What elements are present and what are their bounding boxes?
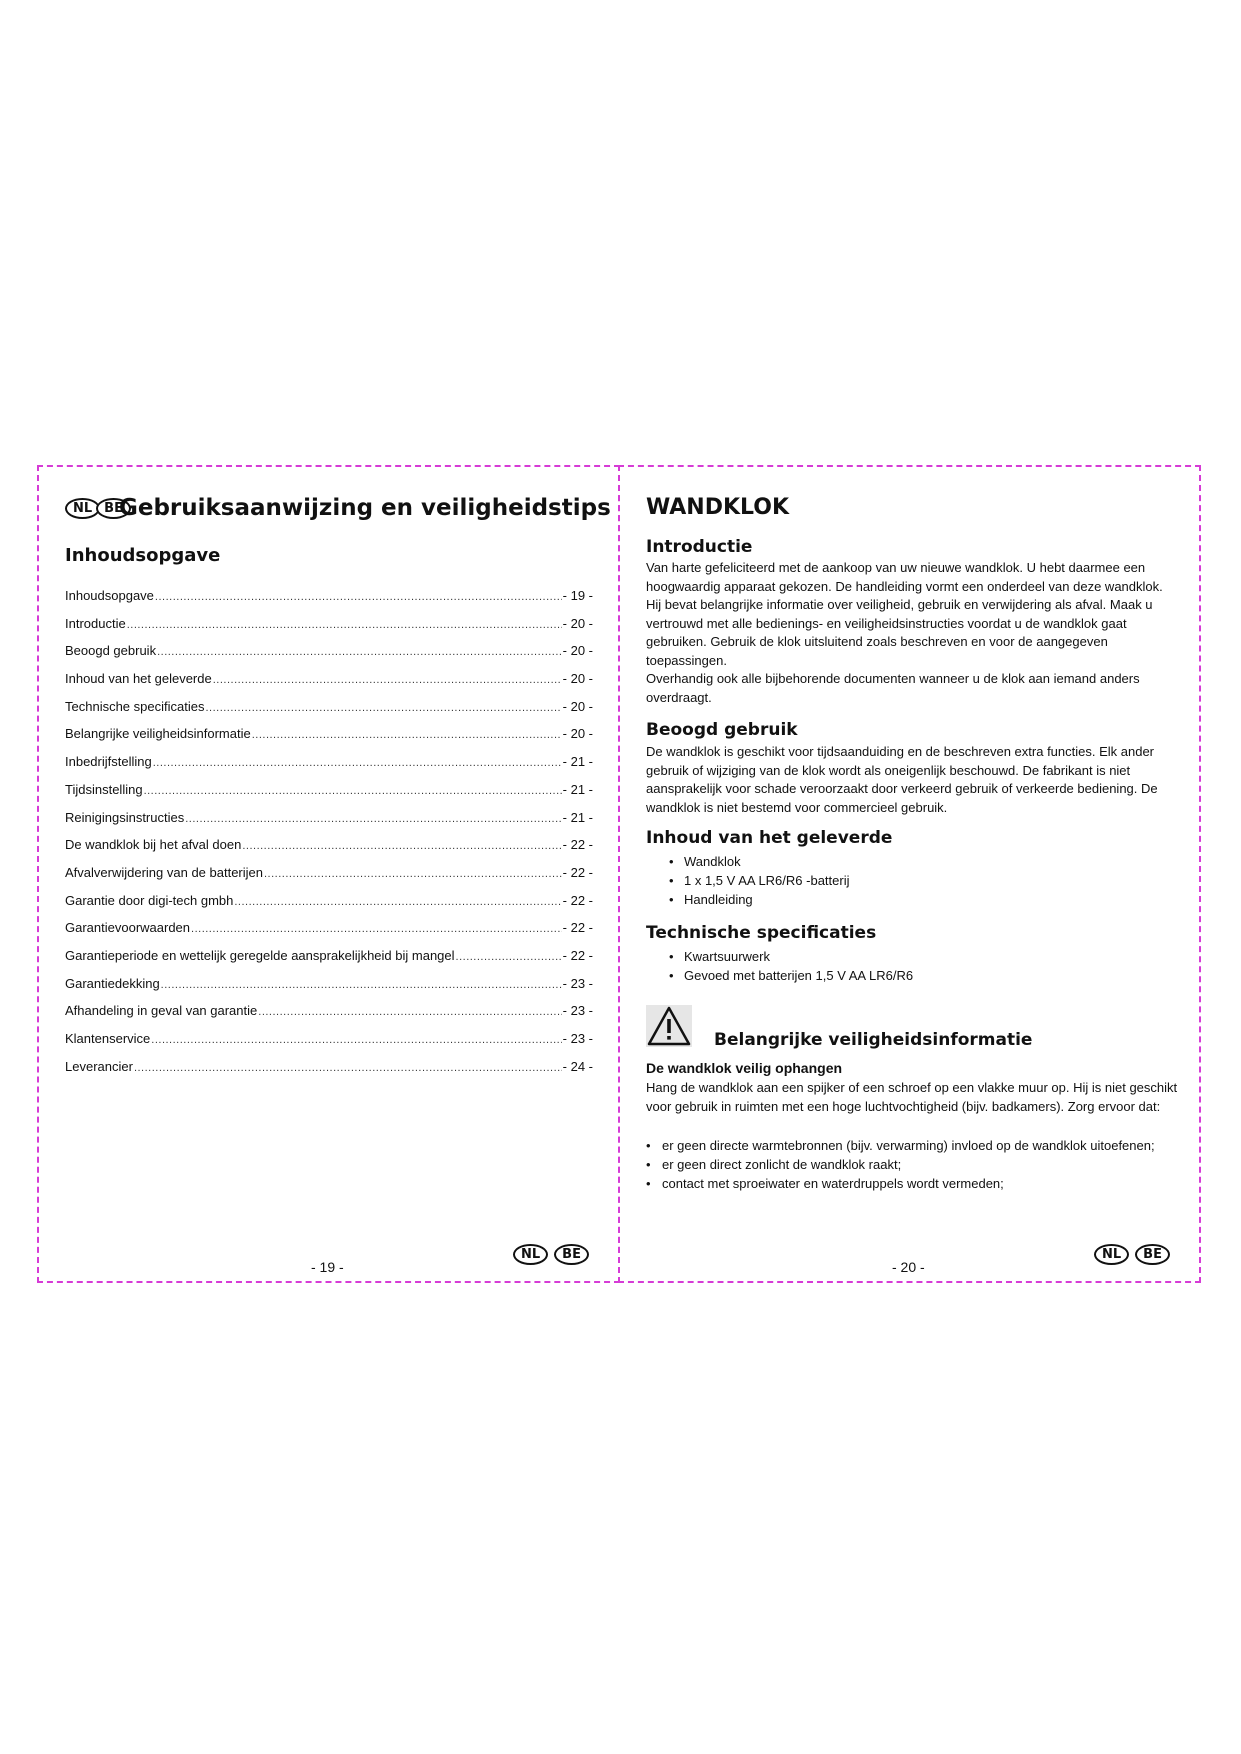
toc-entry-page: - 20 - xyxy=(562,698,593,714)
toc-entry-page: - 24 - xyxy=(562,1058,593,1074)
toc-leader-dots xyxy=(161,979,562,991)
language-badge-be: BE xyxy=(96,498,131,519)
section-heading-inhoud: Inhoud van het geleverde xyxy=(646,828,893,848)
toc-entry-label: Leverancier xyxy=(65,1058,133,1074)
language-badge-nl: NL xyxy=(1094,1244,1129,1265)
toc-entry-page: - 21 - xyxy=(562,781,593,797)
toc-entry[interactable] xyxy=(65,893,593,921)
toc-entry-label: Technische specificaties xyxy=(65,698,205,714)
toc-entry[interactable] xyxy=(65,865,593,893)
list-item: • Wandklok xyxy=(684,852,849,871)
toc-entry-page: - 23 - xyxy=(562,1031,593,1046)
toc-entry-page: - 22 - xyxy=(562,920,593,936)
toc-entry[interactable] xyxy=(65,643,593,671)
toc-entry-label: Garantie door digi-tech gmbh xyxy=(65,892,234,908)
toc-entry[interactable] xyxy=(65,1003,593,1031)
toc-leader-dots xyxy=(157,646,562,658)
toc-leader-dots xyxy=(191,923,562,935)
toc-leader-dots xyxy=(252,729,562,741)
toc-leader-dots xyxy=(185,813,561,825)
list-item: • Gevoed met batterijen 1,5 V AA LR6/R6 xyxy=(684,966,913,985)
toc-leader-dots xyxy=(127,619,562,631)
toc-entry[interactable] xyxy=(65,810,593,838)
toc-entry-label: De wandklok bij het afval doen xyxy=(65,837,242,853)
language-badge-nl: NL xyxy=(65,498,100,519)
specs-list xyxy=(684,947,913,985)
toc-entry-page: - 22 - xyxy=(562,947,593,963)
page-number: - 20 - xyxy=(892,1259,925,1275)
section-heading-beoogd-gebruik: Beoogd gebruik xyxy=(646,720,798,740)
toc-entry[interactable] xyxy=(65,976,593,1004)
toc-leader-dots xyxy=(151,1034,561,1046)
toc-entry[interactable] xyxy=(65,837,593,865)
toc-entry-label: Introductie xyxy=(65,615,126,631)
toc-entry-page: - 21 - xyxy=(562,809,593,825)
page-19 xyxy=(37,465,620,1283)
list-item: • Handleiding xyxy=(684,890,849,909)
section-heading-veiligheid: Belangrijke veiligheidsinformatie xyxy=(714,1030,1033,1050)
toc-entry-page: - 20 - xyxy=(562,615,593,631)
toc-entry-label: Garantievoorwaarden xyxy=(65,920,191,936)
toc-leader-dots xyxy=(134,1062,562,1074)
toc-entry[interactable] xyxy=(65,1031,593,1059)
toc-leader-dots xyxy=(242,840,561,852)
toc-entry-page: - 22 - xyxy=(562,892,593,908)
language-badge-be: BE xyxy=(554,1244,589,1265)
list-item: • contact met sproeiwater en waterdruppels wordt vermeden; xyxy=(646,1174,1181,1193)
list-item: • Kwartsuurwerk xyxy=(684,947,913,966)
toc-entry-label: Garantiedekking xyxy=(65,975,160,991)
product-title: WANDKLOK xyxy=(646,495,790,520)
toc-entry-label: Klantenservice xyxy=(65,1031,151,1046)
toc-entry[interactable] xyxy=(65,948,593,976)
toc-entry-page: - 22 - xyxy=(562,864,593,880)
toc-entry-page: - 21 - xyxy=(562,754,593,770)
intended-use-paragraph: De wandklok is geschikt voor tijdsaanduiding en de beschreven extra functies. Elk ander gebruik of wijziging van de klok wordt als oneigenlijk beschouwd. De fabrikant is niet aansprakelijk voor schade veroorzaakt door verkeerd gebruik of verkeerde bediening. De wandklok is niet bestemd voor commercieel gebruik. xyxy=(646,744,1158,815)
toc-leader-dots xyxy=(456,951,562,963)
toc-entry-page: - 20 - xyxy=(562,726,593,742)
list-item: • 1 x 1,5 V AA LR6/R6 -batterij xyxy=(684,871,849,890)
toc-entry[interactable] xyxy=(65,699,593,727)
toc-leader-dots xyxy=(205,702,561,714)
page-number: - 19 - xyxy=(311,1259,344,1275)
footer-language-badges xyxy=(513,1244,589,1265)
toc-leader-dots xyxy=(153,757,562,769)
toc-heading: Inhoudsopgave xyxy=(65,545,221,566)
toc-entry-label: Afvalverwijdering van de batterijen xyxy=(65,864,263,880)
toc-leader-dots xyxy=(258,1006,561,1018)
toc-leader-dots xyxy=(144,785,562,797)
safety-paragraph: Hang de wandklok aan een spijker of een schroef op een vlakke muur op. Hij is niet geschikt voor gebruik in ruimten met een hoge luchtvochtigheid (bijv. badkamers). Zorg ervoor dat: xyxy=(646,1080,1178,1114)
language-badge-be: BE xyxy=(1135,1244,1170,1265)
toc-entry-label: Garantieperiode en wettelijk geregelde aansprakelijkheid bij mangel xyxy=(65,947,455,963)
toc-entry-label: Belangrijke veiligheidsinformatie xyxy=(65,726,251,742)
toc-entry-label: Afhandeling in geval van garantie xyxy=(65,1003,258,1019)
toc-leader-dots xyxy=(213,674,562,686)
page-20 xyxy=(618,465,1201,1283)
document-header xyxy=(65,495,611,521)
toc-entry-page: - 20 - xyxy=(562,671,593,687)
footer-language-badges xyxy=(1094,1244,1170,1265)
toc-entry[interactable] xyxy=(65,754,593,782)
package-contents-list xyxy=(684,852,849,909)
table-of-contents xyxy=(65,588,593,1086)
toc-entry-label: Inhoud van het geleverde xyxy=(65,671,212,687)
toc-leader-dots xyxy=(234,896,561,908)
toc-entry-page: - 23 - xyxy=(562,1003,593,1019)
toc-entry-label: Beoogd gebruik xyxy=(65,643,157,659)
toc-entry[interactable] xyxy=(65,920,593,948)
section-heading-technische-specificaties: Technische specificaties xyxy=(646,923,877,943)
toc-entry-page: - 20 - xyxy=(562,643,593,659)
manual-spread xyxy=(37,465,1201,1283)
toc-entry[interactable] xyxy=(65,782,593,810)
document-title: Gebruiksaanwijzing en veiligheidstips xyxy=(118,495,611,521)
toc-leader-dots xyxy=(264,868,562,880)
toc-entry-page: - 22 - xyxy=(562,837,593,853)
toc-entry[interactable] xyxy=(65,616,593,644)
toc-entry-label: Reinigingsinstructies xyxy=(65,809,185,825)
toc-entry[interactable] xyxy=(65,726,593,754)
toc-entry[interactable] xyxy=(65,588,593,616)
intro-paragraph: Van harte gefeliciteerd met de aankoop van uw nieuwe wandklok. U hebt daarmee een hoogwaardig apparaat gekozen. De handleiding vormt een onderdeel van deze wandklok. Hij bevat belangrijke informatie over veiligheid, gebruik en verwijdering als afval. Maak u vertrouwd met alle bedienings- en veiligheidsinstructies voordat u de wandklok gaat gebruiken. Gebruik de klok uitsluitend zoals beschreven en voor de aangegeven toepassingen. xyxy=(646,560,1163,668)
toc-entry-label: Inhoudsopgave xyxy=(65,588,154,603)
intro-paragraph-handover: Overhandig ook alle bijbehorende documenten wanneer u de klok aan iemand anders overdraagt. xyxy=(646,671,1140,705)
toc-entry-label: Tijdsinstelling xyxy=(65,781,143,797)
toc-entry-label: Inbedrijfstelling xyxy=(65,754,152,770)
toc-entry[interactable] xyxy=(65,1059,593,1087)
warning-triangle-icon xyxy=(646,1005,692,1047)
safety-subheading: De wandklok veilig ophangen xyxy=(646,1060,843,1076)
toc-entry-page: - 19 - xyxy=(562,588,593,603)
language-badge-nl: NL xyxy=(513,1244,548,1265)
safety-list xyxy=(646,1136,1181,1193)
toc-leader-dots xyxy=(155,591,562,603)
toc-entry[interactable] xyxy=(65,671,593,699)
list-item: • er geen direct zonlicht de wandklok raakt; xyxy=(646,1155,1181,1174)
section-heading-introductie: Introductie xyxy=(646,537,753,557)
toc-entry-page: - 23 - xyxy=(562,975,593,991)
list-item: • er geen directe warmtebronnen (bijv. verwarming) invloed op de wandklok uitoefenen; xyxy=(646,1136,1181,1155)
